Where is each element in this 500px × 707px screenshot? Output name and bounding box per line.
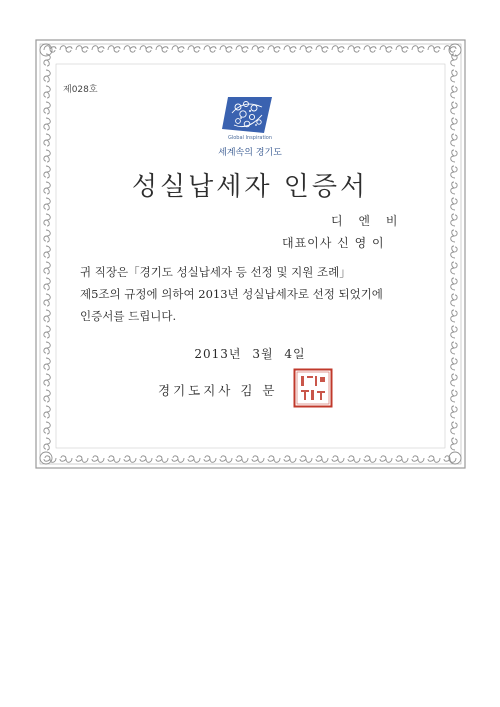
- border-scroll-motif: [451, 70, 457, 82]
- body-line: 인증서를 드립니다.: [80, 309, 177, 323]
- border-scroll-motif: [44, 406, 50, 418]
- border-scroll-motif: [316, 456, 328, 462]
- border-scroll-motif: [332, 456, 344, 462]
- border-scroll-motif: [236, 456, 248, 462]
- border-scroll-motif: [44, 214, 50, 226]
- border-scroll-motif: [44, 230, 50, 242]
- border-scroll-motif: [220, 456, 232, 462]
- border-scroll-motif: [236, 46, 248, 52]
- border-scroll-motif: [268, 46, 280, 52]
- body-line: 귀 직장은「경기도 성실납세자 등 선정 및 지원 조례」: [80, 265, 351, 279]
- issue-date: 2013년 3월 4일: [194, 347, 306, 361]
- border-corner-ornament: [449, 452, 461, 464]
- border-scroll-motif: [451, 422, 457, 434]
- border-scroll-motif: [396, 46, 408, 52]
- border-scroll-motif: [364, 46, 376, 52]
- border-scroll-motif: [44, 134, 50, 146]
- border-scroll-motif: [348, 46, 360, 52]
- border-scroll-motif: [44, 310, 50, 322]
- border-scroll-motif: [220, 46, 232, 52]
- border-scroll-motif: [44, 150, 50, 162]
- border-scroll-motif: [108, 456, 120, 462]
- border-scroll-motif: [44, 246, 50, 258]
- border-scroll-motif: [380, 456, 392, 462]
- border-scroll-motif: [348, 456, 360, 462]
- border-scroll-motif: [44, 46, 56, 52]
- border-scroll-motif: [44, 390, 50, 402]
- border-scroll-motif: [332, 46, 344, 52]
- border-scroll-motif: [76, 46, 88, 52]
- border-scroll-motif: [44, 102, 50, 114]
- border-scroll-motif: [140, 456, 152, 462]
- border-scroll-motif: [412, 46, 424, 52]
- border-scroll-motif: [451, 262, 457, 274]
- border-scroll-motif: [172, 46, 184, 52]
- border-scroll-motif: [451, 326, 457, 338]
- border-scroll-motif: [44, 86, 50, 98]
- gyeonggi-emblem-icon: [214, 95, 286, 137]
- border-scroll-motif: [92, 456, 104, 462]
- border-scroll-motif: [451, 438, 457, 450]
- border-scroll-motif: [44, 294, 50, 306]
- border-scroll-motif: [451, 214, 457, 226]
- border-scroll-motif: [284, 46, 296, 52]
- border-scroll-motif: [156, 456, 168, 462]
- gyeonggi-logo: [214, 95, 286, 157]
- border-scroll-motif: [44, 262, 50, 274]
- border-scroll-motif: [124, 46, 136, 52]
- border-scroll-motif: [300, 456, 312, 462]
- border-scroll-motif: [428, 46, 440, 52]
- border-scroll-motif: [44, 422, 50, 434]
- border-scroll-motif: [204, 456, 216, 462]
- border-scroll-motif: [364, 456, 376, 462]
- border-scroll-motif: [188, 456, 200, 462]
- border-scroll-motif: [451, 246, 457, 258]
- border-scroll-motif: [44, 456, 56, 462]
- border-scroll-motif: [428, 456, 440, 462]
- representative-name: 대표이사 신 영 이: [282, 236, 385, 250]
- border-scroll-motif: [44, 326, 50, 338]
- border-scroll-motif: [44, 278, 50, 290]
- border-scroll-motif: [44, 70, 50, 82]
- border-scroll-motif: [44, 438, 50, 450]
- border-scroll-motif: [451, 278, 457, 290]
- border-scroll-motif: [380, 46, 392, 52]
- border-scroll-motif: [316, 46, 328, 52]
- border-scroll-motif: [252, 456, 264, 462]
- border-scroll-motif: [451, 230, 457, 242]
- border-scroll-motif: [451, 118, 457, 130]
- border-scroll-motif: [124, 456, 136, 462]
- border-scroll-motif: [268, 456, 280, 462]
- border-scroll-motif: [76, 456, 88, 462]
- border-scroll-motif: [284, 456, 296, 462]
- company-name: 디 엔 비: [331, 214, 404, 228]
- border-scroll-motif: [252, 46, 264, 52]
- border-scroll-motif: [156, 46, 168, 52]
- logo-tagline: Global Inspiration: [227, 135, 273, 141]
- border-scroll-motif: [204, 46, 216, 52]
- border-scroll-motif: [451, 150, 457, 162]
- issuer-name: 경기도지사 김 문: [158, 383, 278, 398]
- official-seal-icon: [293, 368, 333, 408]
- border-scroll-motif: [451, 374, 457, 386]
- border-scroll-motif: [108, 46, 120, 52]
- certificate-title: 성실납세자 인증서: [131, 172, 369, 202]
- border-scroll-motif: [451, 294, 457, 306]
- border-scroll-motif: [172, 456, 184, 462]
- border-scroll-motif: [140, 46, 152, 52]
- border-scroll-motif: [451, 134, 457, 146]
- border-scroll-motif: [451, 390, 457, 402]
- border-scroll-motif: [451, 310, 457, 322]
- border-scroll-motif: [60, 46, 72, 52]
- certificate-number: 제028호: [63, 85, 98, 95]
- border-scroll-motif: [92, 46, 104, 52]
- border-scroll-motif: [451, 86, 457, 98]
- border-scroll-motif: [44, 118, 50, 130]
- logo-name: 세계속의 경기도: [218, 148, 282, 158]
- border-scroll-motif: [188, 46, 200, 52]
- border-scroll-motif: [396, 456, 408, 462]
- border-scroll-motif: [60, 456, 72, 462]
- certificate-body: [80, 261, 420, 327]
- border-scroll-motif: [412, 456, 424, 462]
- border-scroll-motif: [44, 374, 50, 386]
- body-line: 제5조의 규정에 의하여 2013년 성실납세자로 선정 되었기에: [80, 287, 383, 301]
- border-scroll-motif: [300, 46, 312, 52]
- border-scroll-motif: [451, 102, 457, 114]
- border-scroll-motif: [451, 406, 457, 418]
